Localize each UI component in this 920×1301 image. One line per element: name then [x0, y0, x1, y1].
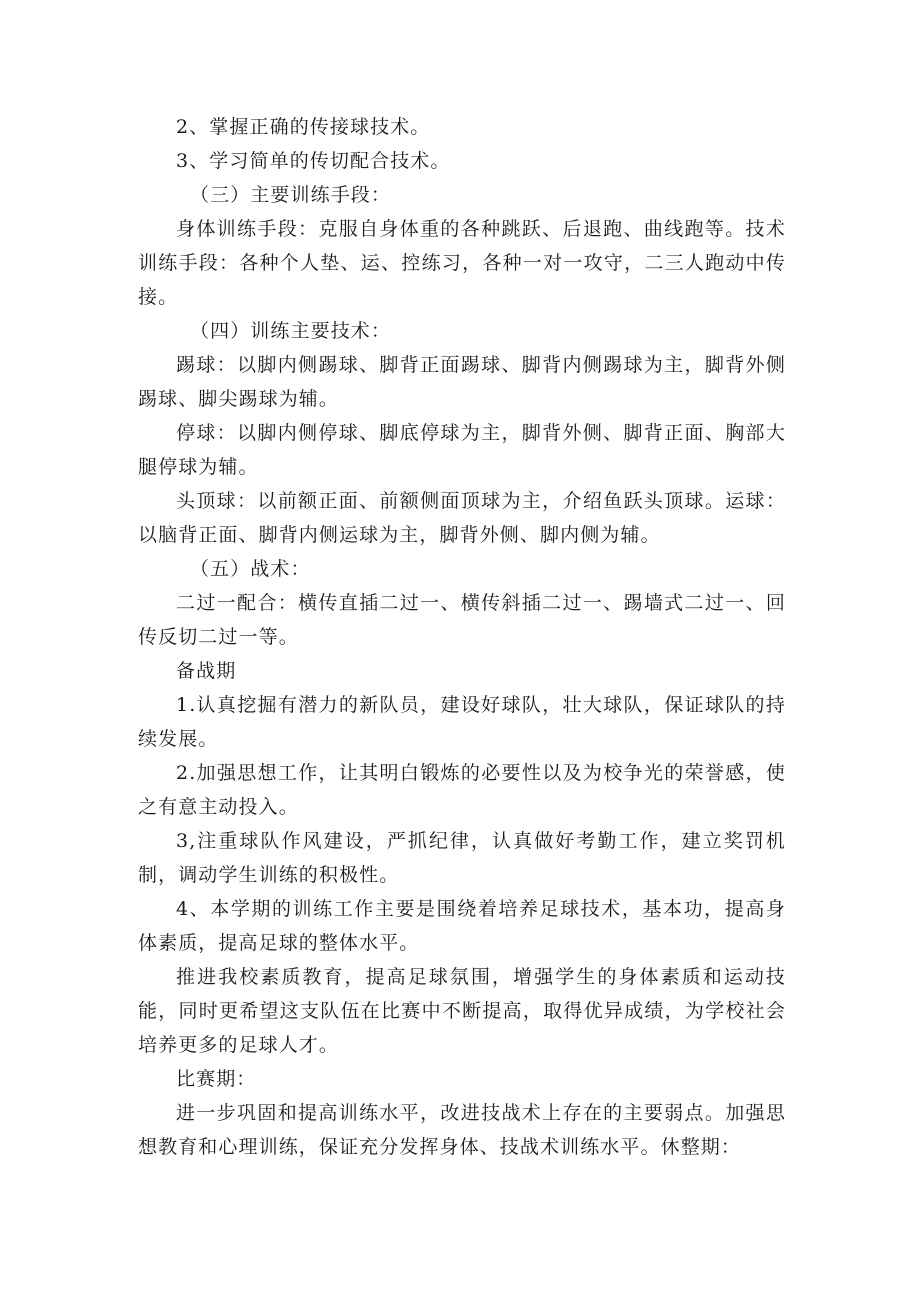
paragraph-training-methods: 身体训练手段：克服自身体重的各种跳跃、后退跑、曲线跑等。技术训练手段：各种个人垫、运、控练习，各种一对一攻守，二三人跑动中传接。 [138, 218, 786, 308]
paragraph-prep-item-4: 4、本学期的训练工作主要是围绕着培养足球技术，基本功，提高身体素质，提高足球的整体水平。 [138, 898, 786, 954]
paragraph-one-two: 二过一配合：横传直插二过一、横传斜插二过一、踢墙式二过一、回传反切二过一等。 [138, 592, 786, 648]
paragraph-skill-passing: 2、掌握正确的传接球技术。 [176, 116, 431, 138]
paragraph-competition-period: 比赛期： [176, 1068, 257, 1090]
paragraph-heading-dribbling: 头顶球：以前额正面、前额侧面顶球为主，介绍鱼跃头顶球。运球：以脑背正面、脚背内侧运球为主，脚背外侧、脚内侧为辅。 [138, 490, 786, 546]
document-body [138, 110, 786, 1164]
paragraph-prep-item-1: 1.认真挖掘有潜力的新队员，建设好球队，壮大球队，保证球队的持续发展。 [138, 694, 786, 750]
paragraph-prep-item-3: 3,注重球队作风建设，严抓纪律，认真做好考勤工作，建立奖罚机制，调动学生训练的积极性。 [138, 830, 786, 886]
paragraph-kicking: 踢球：以脚内侧踢球、脚背正面踢球、脚背内侧踢球为主，脚背外侧踢球、脚尖踢球为辅。 [138, 354, 786, 410]
heading-main-techniques: （四）训练主要技术： [190, 320, 392, 342]
heading-training-methods: （三）主要训练手段： [190, 184, 392, 206]
paragraph-quality-education: 推进我校素质教育，提高足球氛围，增强学生的身体素质和运动技能，同时更希望这支队伍在比赛中不断提高，取得优异成绩，为学校社会培养更多的足球人才。 [138, 966, 786, 1056]
paragraph-trapping: 停球：以脚内侧停球、脚底停球为主，脚背外侧、脚背正面、胸部大腿停球为辅。 [138, 422, 786, 478]
paragraph-competition-details: 进一步巩固和提高训练水平，改进技战术上存在的主要弱点。加强思想教育和心理训练，保证充分发挥身体、技战术训练水平。休整期： [138, 1102, 786, 1158]
heading-tactics: （五）战术： [190, 558, 311, 580]
paragraph-preparation-period: 备战期 [176, 660, 237, 682]
paragraph-skill-give-and-go: 3、学习简单的传切配合技术。 [176, 150, 451, 172]
paragraph-prep-item-2: 2.加强思想工作，让其明白锻炼的必要性以及为校争光的荣誉感，使之有意主动投入。 [138, 762, 786, 818]
